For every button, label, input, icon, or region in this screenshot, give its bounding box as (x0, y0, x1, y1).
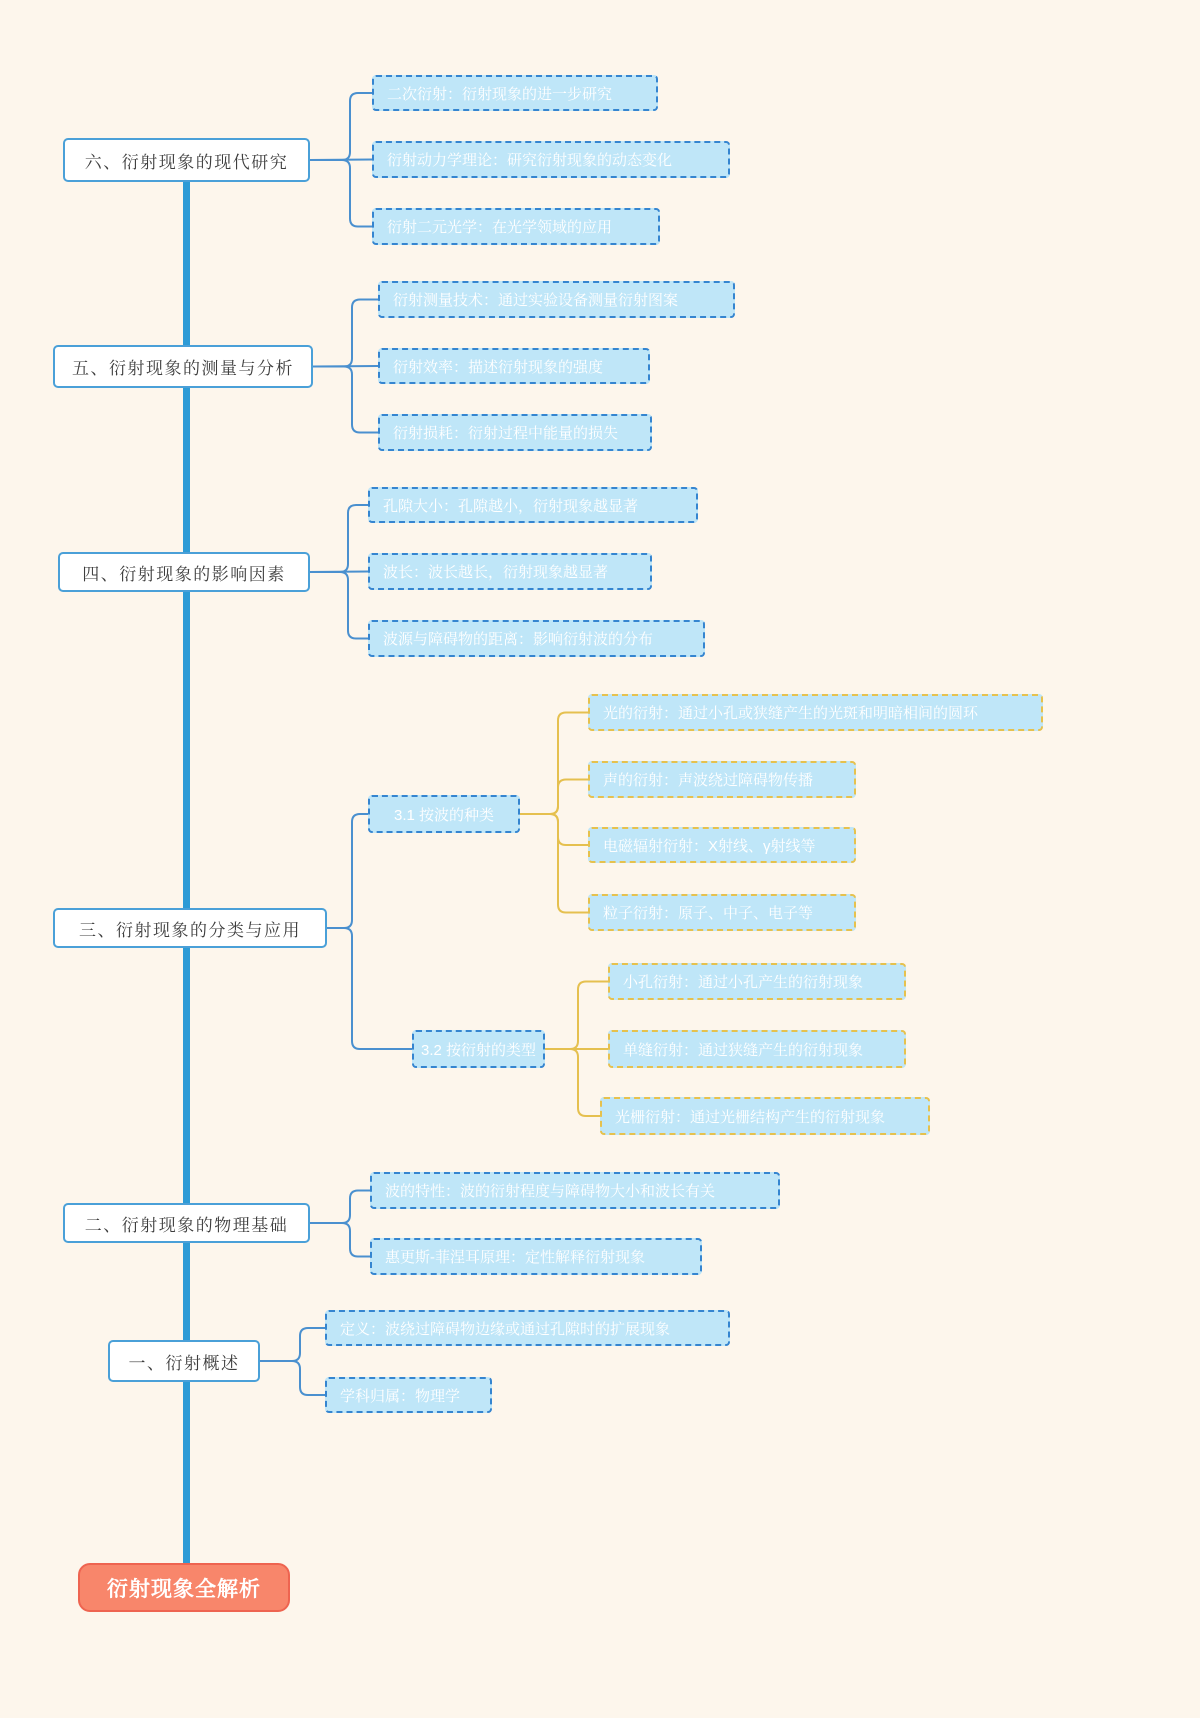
leaf-node-6-2[interactable]: 衍射二元光学：在光学领域的应用 (372, 208, 660, 245)
connector-line (520, 814, 588, 845)
leaf-node-3-2-0[interactable]: 小孔衍射：通过小孔产生的衍射现象 (608, 963, 906, 1000)
leaf-node-1-0[interactable]: 定义：波绕过障碍物边缘或通过孔隙时的扩展现象 (325, 1310, 730, 1346)
connector-line (310, 572, 368, 639)
connector-line (260, 1361, 325, 1395)
leaf-node-3-1-2[interactable]: 电磁辐射衍射：X射线、γ射线等 (588, 827, 856, 863)
subcategory-node-3-1[interactable]: 3.1 按波的种类 (368, 795, 520, 833)
leaf-node-3-1-0[interactable]: 光的衍射：通过小孔或狭缝产生的光斑和明暗相间的圆环 (588, 694, 1043, 731)
section-node-2[interactable]: 二、衍射现象的物理基础 (63, 1203, 310, 1243)
leaf-node-4-2[interactable]: 波源与障碍物的距离：影响衍射波的分布 (368, 620, 705, 657)
connector-line (327, 814, 368, 928)
section-node-3[interactable]: 三、衍射现象的分类与应用 (53, 908, 327, 948)
connector-line (310, 505, 368, 572)
section-node-6[interactable]: 六、衍射现象的现代研究 (63, 138, 310, 182)
connector-line (313, 300, 378, 367)
leaf-node-1-1[interactable]: 学科归属：物理学 (325, 1377, 492, 1413)
leaf-node-5-0[interactable]: 衍射测量技术：通过实验设备测量衍射图案 (378, 281, 735, 318)
connector-line (545, 1049, 608, 1116)
leaf-node-5-2[interactable]: 衍射损耗：衍射过程中能量的损失 (378, 414, 652, 451)
connector-line (520, 713, 588, 815)
leaf-node-3-1-3[interactable]: 粒子衍射：原子、中子、电子等 (588, 894, 856, 931)
connector-line (310, 1191, 370, 1224)
leaf-node-2-1[interactable]: 惠更斯-菲涅耳原理：定性解释衍射现象 (370, 1238, 702, 1275)
connector-line (310, 160, 372, 227)
connector-line (545, 982, 608, 1050)
connector-line (260, 1328, 325, 1361)
leaf-node-5-1[interactable]: 衍射效率：描述衍射现象的强度 (378, 348, 650, 384)
leaf-node-3-1-1[interactable]: 声的衍射：声波绕过障碍物传播 (588, 761, 856, 798)
connector-line (520, 814, 588, 913)
section-node-5[interactable]: 五、衍射现象的测量与分析 (53, 345, 313, 388)
leaf-node-3-2-1[interactable]: 单缝衍射：通过狭缝产生的衍射现象 (608, 1030, 906, 1068)
section-node-4[interactable]: 四、衍射现象的影响因素 (58, 552, 310, 592)
root-node[interactable]: 衍射现象全解析 (78, 1563, 290, 1612)
leaf-node-4-0[interactable]: 孔隙大小：孔隙越小，衍射现象越显著 (368, 487, 698, 523)
leaf-node-3-2-2[interactable]: 光栅衍射：通过光栅结构产生的衍射现象 (600, 1097, 930, 1135)
subcategory-node-3-2[interactable]: 3.2 按衍射的类型 (412, 1030, 545, 1068)
leaf-node-2-0[interactable]: 波的特性：波的衍射程度与障碍物大小和波长有关 (370, 1172, 780, 1209)
connector-line (327, 928, 412, 1049)
leaf-node-6-0[interactable]: 二次衍射：衍射现象的进一步研究 (372, 75, 658, 111)
connector-line (310, 1223, 370, 1257)
section-node-1[interactable]: 一、衍射概述 (108, 1340, 260, 1382)
leaf-node-6-1[interactable]: 衍射动力学理论：研究衍射现象的动态变化 (372, 141, 730, 178)
leaf-node-4-1[interactable]: 波长：波长越长，衍射现象越显著 (368, 553, 652, 590)
connector-line (313, 367, 378, 433)
connector-line (520, 780, 588, 815)
connector-line (310, 93, 372, 160)
